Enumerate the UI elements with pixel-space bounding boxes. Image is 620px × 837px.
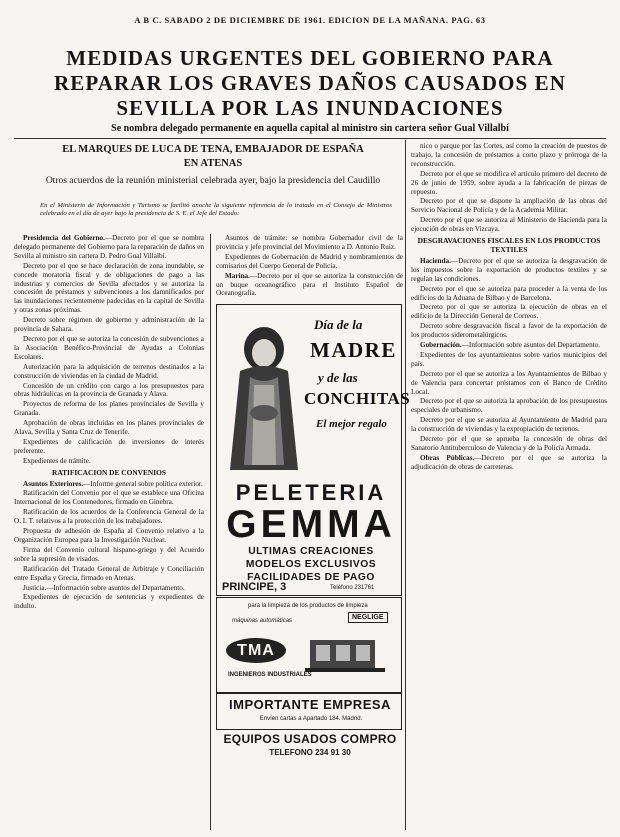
ad-equipos-phone: TELEFONO 234 91 30 [269, 748, 351, 757]
paragraph-text: Decreto por el que se dispone la ampliación de las obras del Servicio Nacional de Policía y de la Academia Militar. [411, 197, 607, 215]
ad-tma-line: máquinas automáticas [232, 618, 293, 624]
paragraph-text: Proyectos de reforma de los planes provinciales de Sevilla y Granada. [14, 400, 204, 418]
ad-equipos-title: EQUIPOS USADOS COMPRO [223, 732, 397, 746]
paragraph [14, 508, 204, 526]
paragraph [14, 262, 204, 315]
ad-empresa-title: IMPORTANTE EMPRESA [229, 697, 391, 712]
paragraph-text: —Decreto por el que se autoriza la adjudicación de obras de carreteras. [411, 453, 607, 471]
paragraph-text: —Información sobre asuntos del Departamento. [461, 341, 601, 350]
paragraph [14, 584, 204, 593]
paragraph [14, 363, 204, 381]
paragraph [216, 234, 403, 252]
paragraph-text: Decreto por el que se autoriza al Ministerio de Hacienda para la ejecución de obras en Vizcaya. [411, 216, 607, 234]
ad-line-2: MODELOS EXCLUSIVOS [245, 559, 377, 570]
paragraph-lead: Presidencia del Gobierno. [23, 234, 105, 242]
paragraph [411, 341, 607, 350]
paragraph [411, 435, 607, 453]
headline-line-3: SEVILLA POR LAS INUNDACIONES [116, 96, 504, 120]
ad-phone: Teléfono 231761 [330, 585, 375, 591]
paragraph-text: Decreto por el que se autoriza al Ayuntamiento de Madrid para la construcción de viviendas y la expropiación de terrenos. [411, 416, 607, 434]
paragraph-text: Justicia.—Información sobre asuntos del Departamento. [23, 583, 185, 592]
paragraph-text: Ratificación de los acuerdos de la Conferencia General de la O. I. T. relativos a la protección de los trabajadores. [14, 508, 204, 526]
paragraph-text: Decreto sobre régimen de gobierno y administración de la provincia de Sahara. [14, 316, 204, 334]
paragraph [411, 170, 607, 197]
paragraph-text: Decreto sobre desgravación fiscal a favor de la exportación de los productos siderometalúrgicos. [411, 322, 607, 340]
ad-tagline: El mejor regalo [316, 418, 387, 430]
paragraph-text: —Decreto por el que se nombra delegado permanente del Gobierno para la reparación de daños en Sevilla al ministro sin cartera D. Pedro Gual Villalbí. [14, 234, 204, 260]
marques-title-line-1: EL MARQUES DE LUCA DE TENA, EMBAJADOR DE ESPAÑA [62, 144, 364, 155]
left-column [14, 234, 204, 830]
paragraph-text: Ratificación del Convenio por el que se establece una Oficina Internacional de los Contenedores, firmado en Ginebra. [14, 489, 204, 507]
right-column [411, 142, 607, 830]
paragraph [216, 272, 403, 299]
section-heading: RATIFICACION DE CONVENIOS [51, 467, 167, 477]
ad-script-2: MADRE [310, 338, 397, 362]
paragraph-text: Decreto por el que se autoriza la ejecución de obras en el edificio de la Dirección General de Correos. [411, 303, 607, 321]
paragraph [14, 546, 204, 564]
paragraph-text: Decreto por el que se autoriza para proceder a la venta de los edificios de la Aduana de Bilbao y de Barcelona. [411, 284, 607, 302]
marques-title-line-2: EN ATENAS [183, 158, 243, 169]
ad-tma-caption: INGENIEROS INDUSTRIALES [228, 672, 312, 678]
paragraph-text: Expedientes de los ayuntamientos sobre varios municipios del país. [411, 350, 607, 368]
paragraph-text: nico o parque por las Cortes, así como la creación de puestos de trabajo, la concesión de préstamos a corto plazo y prórroga de la reconstrucción. [411, 142, 607, 168]
ad-line-3: FACILIDADES DE PAGO [247, 572, 375, 583]
ad-tma-intro: para la limpieza de los productos de limpieza [248, 603, 368, 609]
paragraph-text: Expedientes de trámite. [23, 456, 91, 465]
marques-subtitle: Otros acuerdos de la reunión ministerial celebrada ayer, bajo la presidencia del Caudillo [45, 176, 381, 186]
paragraph [411, 397, 607, 415]
paragraph-text: Aprobación de obras incluidas en los planes provinciales de Alava, Sevilla y Santa Cruz de Tenerife. [14, 419, 204, 437]
paragraph-text: Firma del Convenio cultural hispano-griego y del Acuerdo sobre la supresión de visados. [14, 545, 204, 563]
ad-tma-badge: NEGLIGE [348, 612, 388, 623]
headline-rule [14, 138, 606, 139]
paragraph-text: Autorización para la adquisición de terrenos destinados a la construcción de viviendas en la ciudad de Madrid. [14, 362, 204, 380]
paragraph [14, 335, 204, 362]
paragraph [411, 303, 607, 321]
ad-address: PRINCIPE, 3 [222, 581, 287, 593]
paragraph [411, 370, 607, 397]
paragraph [14, 316, 204, 334]
paragraph-lead: Marina. [225, 271, 250, 280]
paragraph-text: —Decreto por el que se autoriza la construcción de un buque oceanográfico para el Instituto Español de Oceanografía. [216, 271, 403, 298]
paragraph [14, 457, 204, 466]
marques-intro: En el Ministerio de Información y Turismo se facilitó anoche la siguiente referencia de lo tratado en el Consejo de Ministros celebrado en el día de ayer bajo la presidencia de S. E. el Jefe del Estado: [40, 202, 392, 218]
column-rule-left [210, 234, 211, 830]
headline-line-2: REPARAR LOS GRAVES DAÑOS CAUSADOS EN [54, 71, 566, 95]
paragraph [411, 322, 607, 340]
paragraph-text: Propuesta de adhesión de España al Convenio relativo a la Organización Europea para la Investigación Nuclear. [14, 527, 204, 544]
paragraph [411, 257, 607, 284]
paragraph-lead: Hacienda. [420, 256, 451, 265]
ad-script-4: CONCHITAS [304, 389, 411, 408]
paragraph-text: Concesión de un crédito con cargo a los presupuestos para obras hidráulicas en la provincia de Granada y Alava. [14, 381, 204, 399]
paragraph [14, 527, 204, 545]
paragraph-text: —Informe general sobre política exterior. [83, 479, 203, 488]
middle-column [216, 234, 403, 304]
paragraph [14, 593, 204, 611]
paragraph [14, 400, 204, 418]
machine-illustration [300, 630, 390, 675]
paragraph-text: Decreto por el que se autoriza la aprobación de los presupuestos especiales de urbanismo. [411, 397, 607, 415]
paragraph [14, 382, 204, 400]
paragraph [411, 216, 607, 234]
ad-brand-gemma: GEMMA [226, 503, 396, 546]
paragraph-text: Asuntos de trámite: se nombra Gobernador civil de la provincia y jefe provincial del Movimiento a D. Antonio Ruiz. [216, 234, 403, 251]
paragraph-text: Expedientes de ejecución de sentencias y expedientes de indulto. [14, 593, 204, 611]
paragraph-lead: Asuntos Exteriores. [23, 479, 84, 488]
ad-line-1: ULTIMAS CREACIONES [248, 546, 374, 557]
paragraph [216, 253, 403, 271]
paragraph [14, 565, 204, 583]
headline-line-1: MEDIDAS URGENTES DEL GOBIERNO PARA [66, 46, 554, 70]
paragraph-text: Expedientes de calificación de inversiones de interés preferente. [14, 437, 204, 455]
subheadline: Se nombra delegado permanente en aquella capital al ministro sin cartera señor Gual Villalbí [111, 123, 509, 134]
paragraph [411, 285, 607, 303]
ad-brand-peleteria: PELETERIA [235, 480, 387, 505]
paragraph-text: Decreto por el que se autoriza a los Ayuntamientos de Bilbao y de Valencia para concertar préstamos con el Banco de Crédito Local. [411, 369, 607, 396]
marques-title [33, 143, 393, 171]
paragraph [14, 234, 204, 261]
paragraph [14, 438, 204, 456]
paragraph [411, 351, 607, 369]
paragraph-text: Decreto por el que se hace declaración de zona inundable, se concede moratoria fiscal y de obligaciones de pago a las industrias y comercios de Sevilla afectados y se autoriza la concesión de préstamos y subvenciones a los damnificados por las inundaciones recientemente padecidas en la capital de Sevilla y otras zonas próximas. [14, 261, 204, 315]
ad-tma-logo: TMA [226, 638, 286, 663]
paragraph [411, 142, 607, 169]
paragraph-text: Decreto por el que se aprueba la concesión de obras del Sanatorio Antituberculoso de Valencia y de la Policía Armada. [411, 435, 607, 452]
ad-script-1: Día de la [314, 317, 363, 332]
paragraph-text: Expedientes de Gobernación de Madrid y nombramientos de comisarios del Cuerpo General de Policía. [216, 252, 403, 270]
column-rule-right [405, 140, 406, 830]
paragraph-text: Ratificación del Tratado General de Arbitraje y Conciliación entre España y Grecia, firmado en Atenas. [14, 564, 204, 582]
paragraph [14, 419, 204, 437]
ad-script-3: y de las [318, 370, 358, 385]
paragraph-lead: Obras Públicas. [420, 453, 475, 462]
paragraph-text: Decreto por el que se modifica el artículo primero del decreto de 26 de junio de 1959, sobre ayuda a la fabricación de piezas de repuesto. [411, 169, 607, 196]
paragraph [411, 454, 607, 472]
paragraph-text: Decreto por el que se autoriza la concesión de subvenciones a la Asociación Benéfico-Provincial de Ayudas a Colonias Escolares. [14, 334, 204, 361]
running-head: A B C. SABADO 2 DE DICIEMBRE DE 1961. EDICION DE LA MAÑANA. PAG. 63 [134, 15, 486, 25]
section-heading: DESGRAVACIONES FISCALES EN LOS PRODUCTOS TEXTILES [417, 236, 601, 254]
paragraph [14, 480, 204, 489]
paragraph [411, 416, 607, 434]
paragraph-lead: Gobernación. [420, 341, 462, 350]
paragraph-text: —Decreto por el que se autoriza la desgravación de los impuestos sobre la exportación de productos textiles y se regulan las condiciones. [411, 256, 607, 283]
ad-empresa-body: Envíen cartas a Apartado 184. Madrid. [259, 716, 363, 722]
paragraph [411, 197, 607, 215]
paragraph [14, 489, 204, 507]
